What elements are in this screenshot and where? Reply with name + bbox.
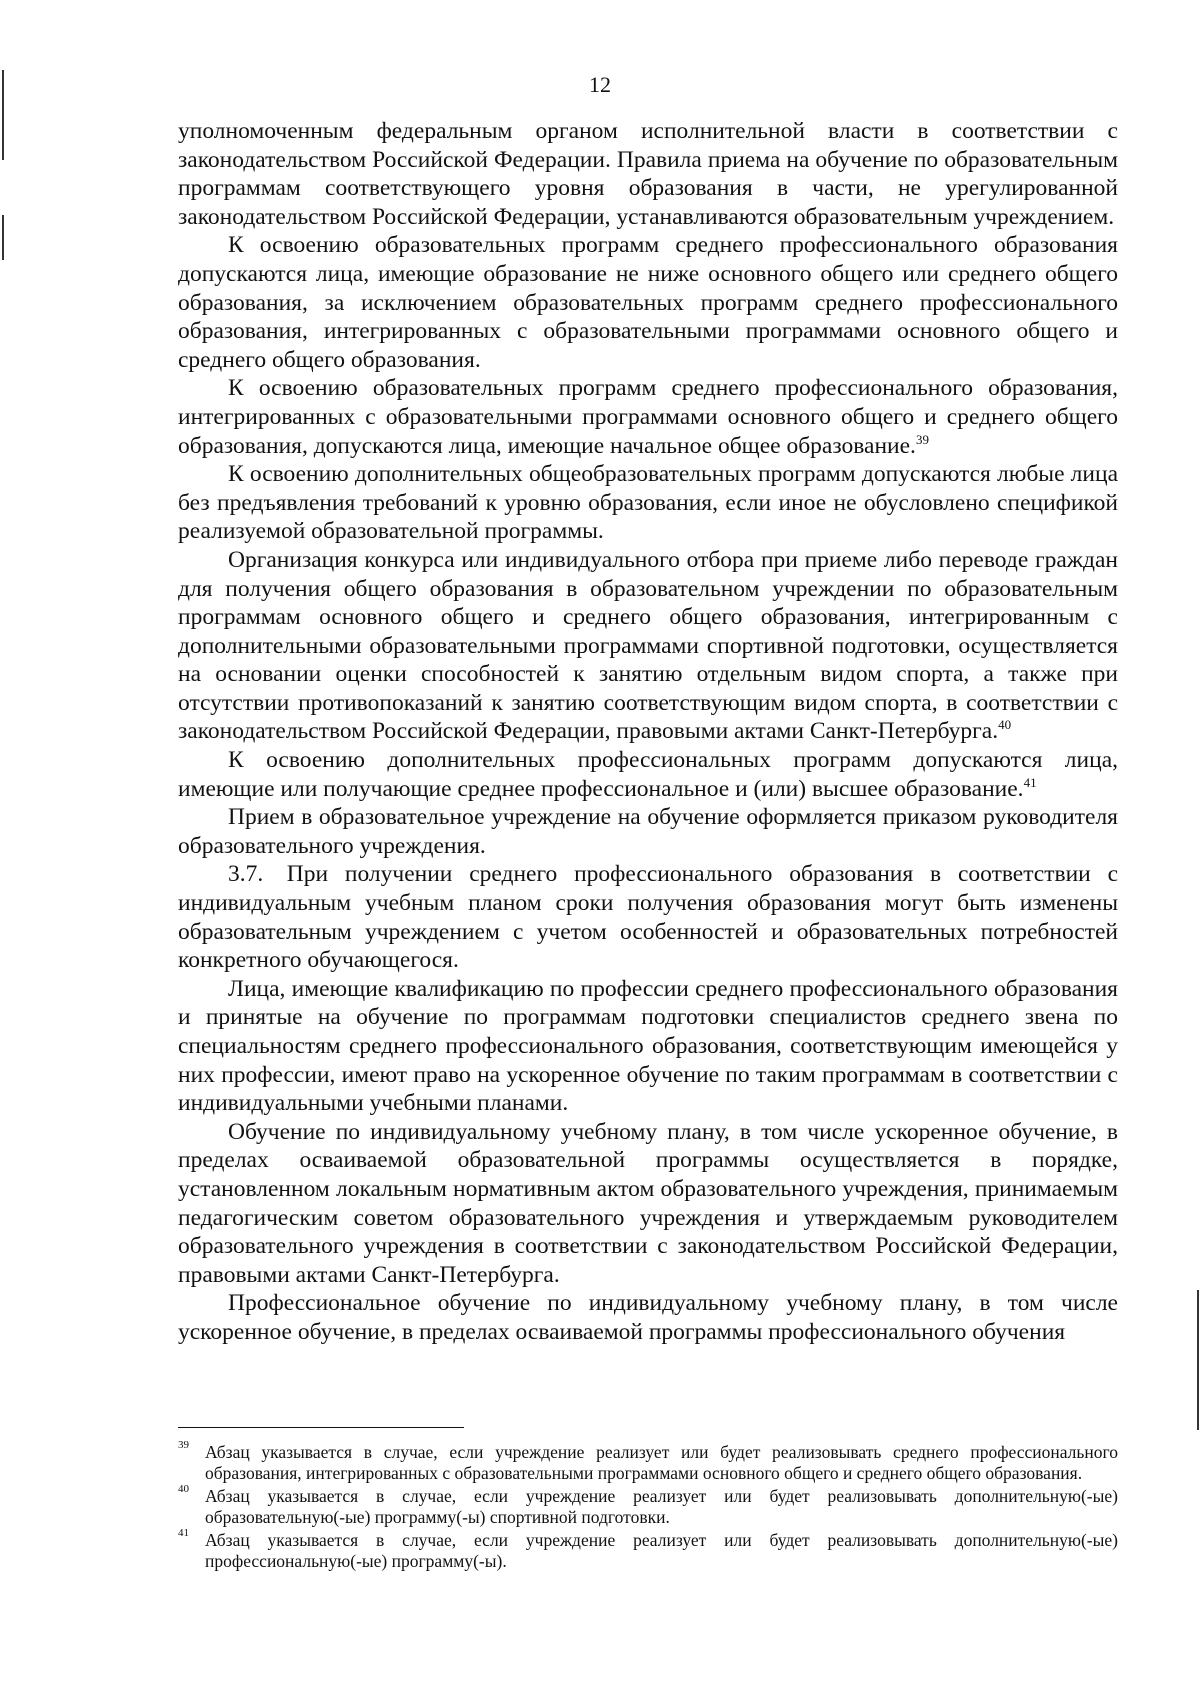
scan-edge-mark	[2, 215, 4, 260]
footnote-text: Абзац указывается в случае, если учреждение реализует или будет реализовывать дополнительную(-ые) образовательную(-ые) программу(-ы) спортивной подготовки.	[205, 1486, 1118, 1527]
footnote-number: 41	[178, 1527, 189, 1539]
footnote	[178, 1483, 1118, 1528]
paragraph: К освоению образовательных программ среднего профессионального образования допускаются лица, имеющие образование не ниже основного общего или среднего общего образования, за исключением образовательных программ среднего профессионального образования, интегрированных с образовательными программами основного общего и среднего общего образования.	[178, 232, 1118, 373]
footnote-number: 39	[178, 1439, 189, 1451]
footnote-reference: 41	[1023, 774, 1037, 790]
paragraph: 3.7. При получении среднего профессионального образования в соответствии с индивидуальным учебным планом сроки получения образования могут быть изменены образовательным учреждением с учетом особенностей и образовательных потребностей конкретного обучающегося.	[178, 861, 1118, 974]
footnote-text: Абзац указывается в случае, если учреждение реализует или будет реализовывать среднего профессионального образования, интегрированных с образовательными программами основного общего и среднего общего образования.	[205, 1442, 1118, 1483]
paragraph: К освоению дополнительных общеобразовательных программ допускаются любые лица без предъявления требований к уровню образования, если иное не обусловлено спецификой реализуемой образовательной программы.	[178, 461, 1118, 545]
document-body	[178, 117, 1118, 1347]
paragraph: К освоению образовательных программ среднего профессионального образования, интегрированных с образовательными программами основного общего и среднего общего образования, допускаются лица, имеющие начальное общее образование.$^{39}$	[178, 375, 1118, 459]
footnote-separator	[178, 1427, 464, 1428]
scan-edge-mark	[1197, 1290, 1199, 1430]
footnote	[178, 1439, 1118, 1484]
paragraph: Организация конкурса или индивидуального отбора при приеме либо переводе граждан для получения общего образования в образовательном учреждении по образовательным программам основного общего и среднего общего образования, интегрированным с дополнительными образовательными программами спортивной подготовки, осуществляется на основании оценки способностей к занятию отдельным видом спорта, а также при отсутствии противопоказаний к занятию соответствующим видом спорта, в соответствии с законодательством Российской Федерации, правовыми актами Санкт-Петербурга.$^{40}$	[178, 546, 1118, 745]
footnote-number: 40	[178, 1483, 189, 1495]
paragraph: Обучение по индивидуальному учебному плану, в том числе ускоренное обучение, в пределах осваиваемой образовательной программы осуществляется в порядке, установленном локальным нормативным актом образовательного учреждения, принимаемым педагогическим советом образовательного учреждения и утверждаемым руководителем образовательного учреждения в соответствии с законодательством Российской Федерации, правовыми актами Санкт-Петербурга.	[178, 1118, 1118, 1288]
scan-edge-mark	[2, 70, 4, 160]
paragraph: уполномоченным федеральным органом исполнительной власти в соответствии с законодательством Российской Федерации. Правила приема на обучение по образовательным программам соответствующего уровня образования в части, не урегулированной законодательством Российской Федерации, устанавливаются образовательным учреждением.	[178, 118, 1118, 230]
footnote-reference: 40	[998, 717, 1012, 733]
footnote	[178, 1527, 1118, 1572]
footnotes	[178, 1439, 1118, 1574]
paragraph: К освоению дополнительных профессиональных программ допускаются лица, имеющие или получающие среднее профессиональное и (или) высшее образование.$^{41}$	[178, 747, 1118, 802]
paragraph: Лица, имеющие квалификацию по профессии среднего профессионального образования и принятые на обучение по программам подготовки специалистов среднего звена по специальностям среднего профессионального образования, соответствующим имеющейся у них профессии, имеют право на ускоренное обучение по таким программам в соответствии с индивидуальными учебными планами.	[178, 975, 1118, 1117]
paragraph: Профессиональное обучение по индивидуальному учебному плану, в том числе ускоренное обучение, в пределах осваиваемой программы профессионального обучения	[178, 1290, 1118, 1345]
footnote-reference: 39	[915, 431, 929, 447]
footnote-text: Абзац указывается в случае, если учреждение реализует или будет реализовывать дополнительную(-ые) профессиональную(-ые) программу(-ы).	[205, 1530, 1118, 1571]
page-number: 12	[589, 72, 611, 97]
paragraph: Прием в образовательное учреждение на обучение оформляется приказом руководителя образовательного учреждения.	[178, 804, 1118, 859]
